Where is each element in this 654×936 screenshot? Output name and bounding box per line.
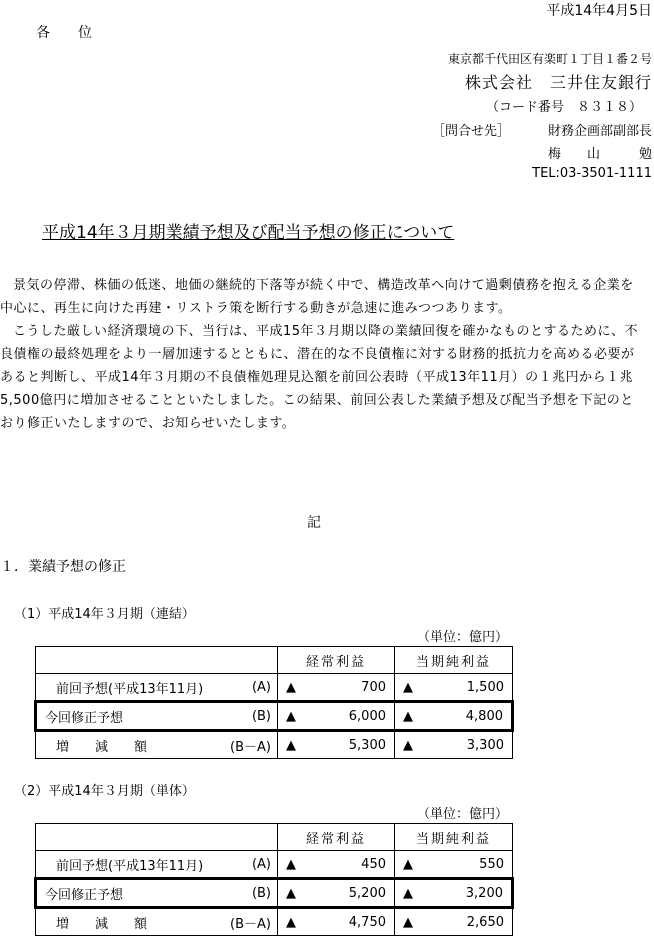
- inquiry-label: ［問合せ先］: [432, 124, 511, 139]
- row-tag: (B－A): [230, 916, 271, 932]
- triangle-icon: ▲: [403, 679, 413, 695]
- row-tag: (A): [251, 679, 271, 695]
- row-label: 前回予想(平成13年11月): [56, 681, 204, 697]
- triangle-icon: ▲: [286, 679, 296, 695]
- column-header: 経常利益: [278, 647, 395, 674]
- ki-heading: 記: [307, 515, 321, 531]
- row-label: 前回予想(平成13年11月): [56, 858, 204, 874]
- stock-code: （コード番号 ８３１８）: [485, 100, 642, 115]
- triangle-icon: ▲: [286, 856, 296, 872]
- table-caption: （2）平成14年３月期（単体）: [14, 784, 195, 799]
- triangle-icon: ▲: [286, 914, 296, 930]
- addressee: 各 位: [36, 25, 92, 41]
- cell-value: 4,800: [465, 708, 503, 724]
- row-label: 今回修正予想: [45, 710, 124, 726]
- triangle-icon: ▲: [286, 885, 296, 901]
- column-header: 経常利益: [278, 824, 395, 851]
- paragraph: 景気の停滞、株価の低迷、地価の継続的下落等が続く中で、構造改革へ向けて過剰債務を抱える企業を中心に、再生に向けた再建・リストラ策を断行する動きが急速に進みつつあります。: [0, 278, 634, 316]
- section-heading: １．業績予想の修正: [0, 559, 126, 575]
- row-label: 増 減 額: [56, 739, 148, 755]
- table-row-highlighted: [36, 702, 513, 731]
- cell-value: 6,000: [348, 708, 386, 724]
- body-text: [0, 274, 640, 435]
- triangle-icon: ▲: [403, 885, 413, 901]
- unit-label: （単位：億円）: [416, 630, 508, 645]
- unit-label: （単位：億円）: [416, 807, 508, 822]
- row-label: 増 減 額: [56, 916, 148, 932]
- triangle-icon: ▲: [403, 914, 413, 930]
- table-caption: （1）平成14年３月期（連結）: [14, 607, 195, 622]
- triangle-icon: ▲: [286, 708, 296, 724]
- triangle-icon: ▲: [403, 856, 413, 872]
- company-address: 東京都千代田区有楽町１丁目１番２号: [447, 52, 652, 66]
- forecast-table-consolidated: [34, 646, 514, 759]
- table-header-row: [36, 824, 513, 851]
- table-header-row: [36, 647, 513, 674]
- paragraph: こうした厳しい経済環境の下、当行は、平成15年３月期以降の業績回復を確かなものとするために、不良債権の最終処理をより一層加速するとともに、潜在的な不良債権に対する財務的抵抗力を高める必要があると判断し、平成14年３月期の不良債権処理見込額を前回公表時（平成13年11月）の１兆円から１兆5,500億円に増加させることといたしました。この結果、前回公表した業績予想及び配当予想を下記のとおり修正いたしますので、お知らせいたします。: [0, 324, 639, 431]
- table-row: [36, 731, 513, 759]
- row-tag: (B－A): [230, 739, 271, 755]
- cell-value: 700: [361, 679, 386, 695]
- row-tag: (A): [251, 856, 271, 872]
- inquiry-department: 財務企画部副部長: [547, 124, 652, 139]
- triangle-icon: ▲: [403, 708, 413, 724]
- contact-tel: TEL:03-3501-1111: [532, 166, 652, 181]
- triangle-icon: ▲: [403, 737, 413, 753]
- cell-value: 1,500: [466, 679, 504, 695]
- row-tag: (B): [251, 885, 271, 901]
- table-row: [36, 674, 513, 702]
- cell-value: 3,200: [465, 885, 503, 901]
- forecast-table-nonconsolidated: [34, 823, 514, 936]
- column-header: 当期純利益: [395, 647, 513, 674]
- column-header: 当期純利益: [395, 824, 513, 851]
- cell-value: 3,300: [466, 737, 504, 753]
- triangle-icon: ▲: [286, 737, 296, 753]
- row-label: 今回修正予想: [45, 887, 124, 903]
- cell-value: 4,750: [348, 914, 386, 930]
- table-row: [36, 851, 513, 879]
- contact-name: 梅 山 勉: [547, 147, 652, 162]
- table-row-highlighted: [36, 879, 513, 908]
- cell-value: 550: [479, 856, 504, 872]
- page-title: 平成14年３月期業績予想及び配当予想の修正について: [42, 223, 455, 243]
- table-row: [36, 908, 513, 936]
- company-name: 株式会社 三井住友銀行: [464, 73, 652, 92]
- cell-value: 450: [361, 856, 386, 872]
- cell-value: 5,200: [348, 885, 386, 901]
- document-date: 平成14年4月5日: [546, 3, 652, 19]
- cell-value: 5,300: [348, 737, 386, 753]
- cell-value: 2,650: [466, 914, 504, 930]
- row-tag: (B): [251, 708, 271, 724]
